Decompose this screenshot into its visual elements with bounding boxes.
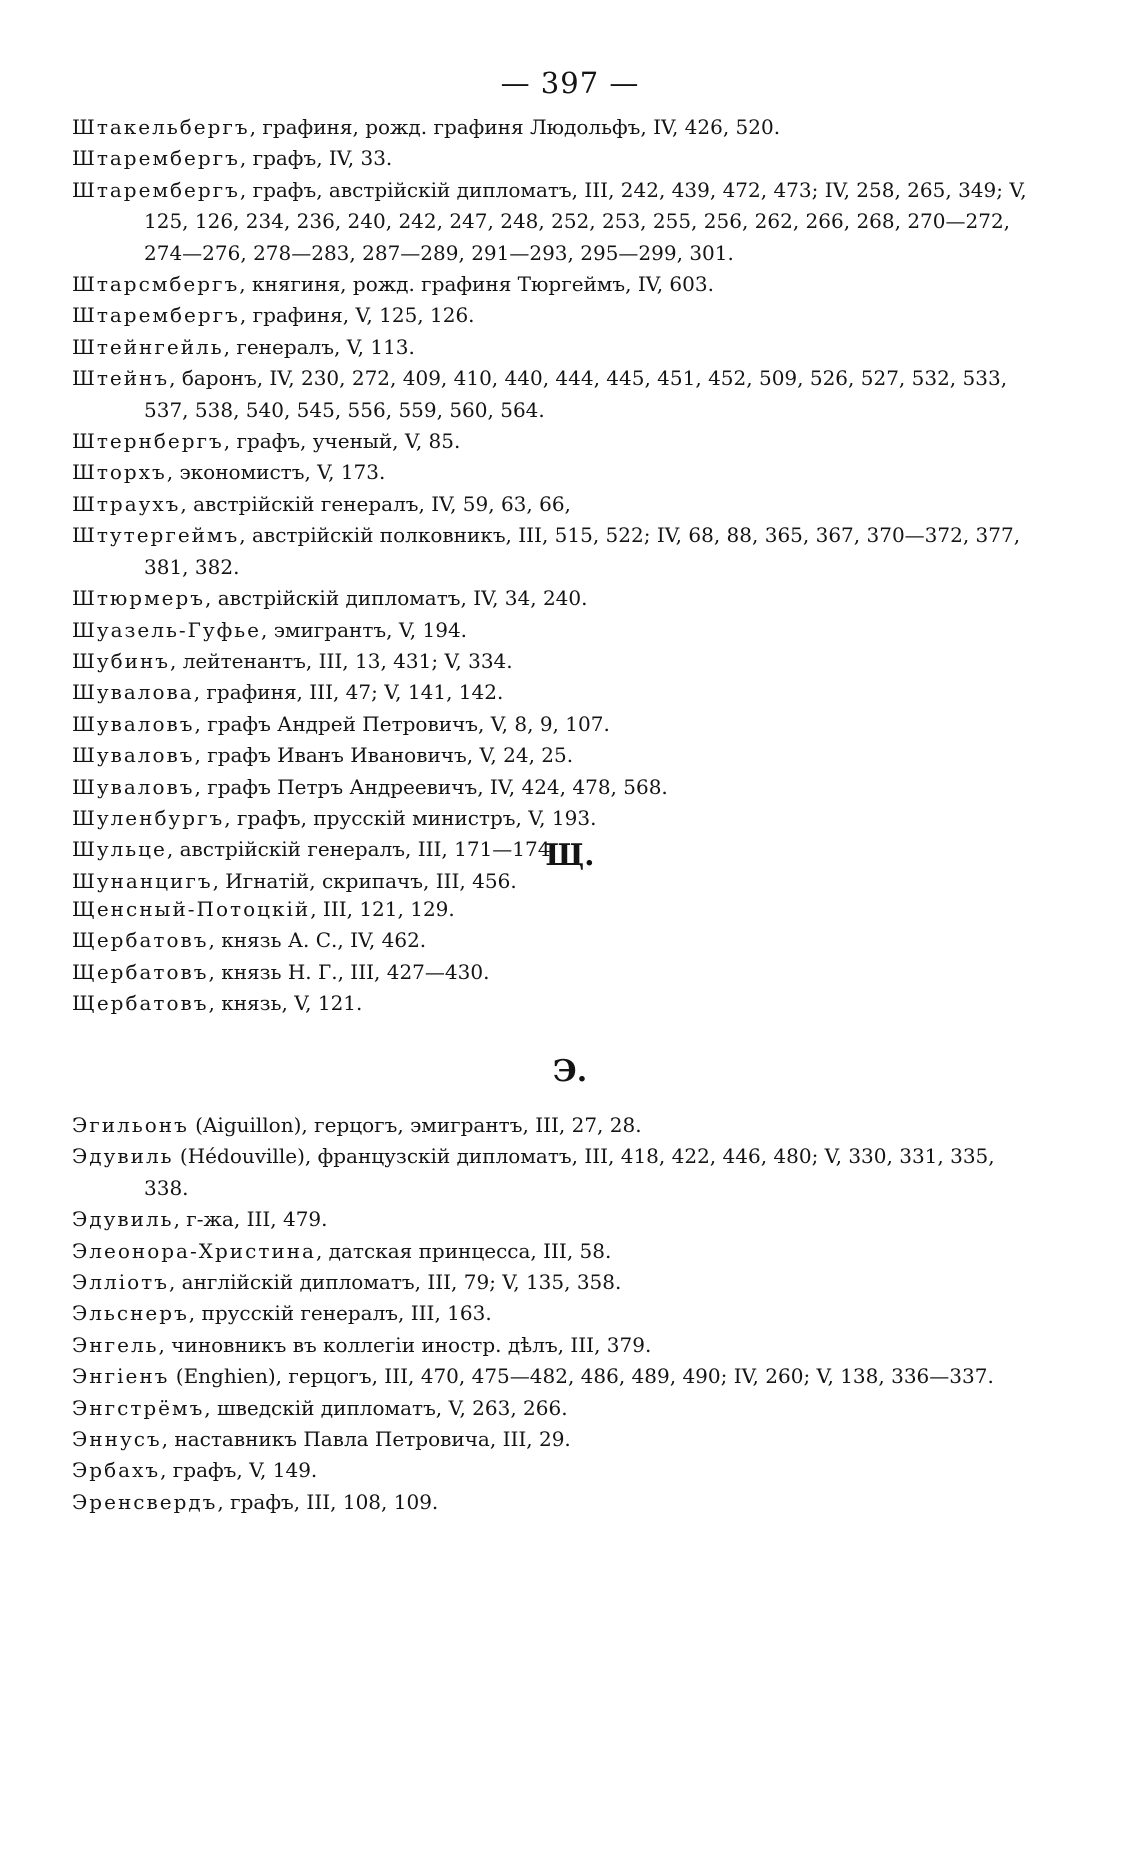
entry-name: Эльснеръ	[72, 1301, 189, 1326]
entry-name: Эренсвердъ	[72, 1489, 218, 1514]
entry-details: , австрійскій генералъ, III, 171—174.	[166, 837, 557, 862]
entry-name: Шторхъ	[72, 460, 167, 485]
index-entry	[72, 175, 1042, 269]
entry-details: , наставникъ Павла Петровича, III, 29.	[161, 1427, 571, 1452]
entry-name: Энгіенъ	[72, 1364, 170, 1389]
entry-details: , графъ, V, 149.	[160, 1458, 318, 1483]
index-entry	[72, 772, 1042, 803]
index-entry	[72, 363, 1042, 426]
entry-name: Штарембергъ	[72, 146, 240, 171]
page-number: — 397 —	[500, 66, 640, 100]
entry-details: , графъ, австрійскій дипломатъ, III, 242, 439, 472, 473; IV, 258, 265, 349; V, 125, 126, 234, 236, 240, 242, 247, 248, 252, 253, 255, 256, 262, 266, 268, 270—272, 274—276, 278—283, 287—289, 291—293, 295—299, 301.	[144, 177, 1027, 265]
index-entry	[72, 1487, 1042, 1518]
entry-details: , княгиня, рожд. графиня Тюргеймъ, IV, 603.	[239, 272, 714, 297]
entry-name: Шувалова	[72, 680, 194, 705]
index-entry	[72, 988, 1042, 1019]
entry-name: Штюрмеръ	[72, 586, 206, 611]
entry-name: Эннусъ	[72, 1427, 162, 1452]
entry-name: Энгель	[72, 1332, 159, 1357]
index-entry	[72, 1110, 1042, 1141]
entry-details: , англійскій дипломатъ, III, 79; V, 135, 358.	[168, 1270, 622, 1295]
entry-details: , генералъ, V, 113.	[223, 334, 415, 359]
section-letter-shch: Щ.	[545, 838, 595, 873]
entry-name: Штейнъ	[72, 366, 170, 391]
entry-name: Щербатовъ	[72, 928, 209, 953]
entry-name: Эллiотъ	[72, 1270, 169, 1295]
entry-details: , III, 121, 129.	[310, 897, 455, 921]
entry-details: , экономистъ, V, 173.	[166, 460, 386, 485]
entry-name: Штарембергъ	[72, 303, 240, 328]
entry-details: , шведскій дипломатъ, V, 263, 266.	[204, 1395, 568, 1420]
entry-details: , г-жа, III, 479.	[173, 1207, 328, 1232]
entry-name: Эдувиль	[72, 1144, 174, 1169]
entry-details: , Игнатій, скрипачъ, III, 456.	[212, 868, 517, 893]
index-entry	[72, 803, 1042, 834]
section-letter-e: Э.	[552, 1054, 588, 1089]
entry-name: Шунанцигъ	[72, 868, 213, 893]
entry-name: Штарембергъ	[72, 177, 240, 202]
index-section-shch	[72, 894, 1042, 1020]
index-entry	[72, 1424, 1042, 1455]
entry-name: Щербатовъ	[72, 959, 209, 984]
index-entry	[72, 332, 1042, 363]
entry-name: Шуваловъ	[72, 774, 195, 799]
entry-name: Эдувиль	[72, 1207, 174, 1232]
entry-name: Штарсмбергъ	[72, 272, 240, 297]
index-entry	[72, 143, 1042, 174]
index-entry	[72, 957, 1042, 988]
entry-name: Шубинъ	[72, 648, 171, 673]
entry-details: (Aiguillon), герцогъ, эмигрантъ, III, 27, 28.	[188, 1113, 642, 1137]
entry-details: , графъ, ученый, V, 85.	[223, 429, 461, 454]
entry-name: Шульце	[72, 837, 167, 862]
entry-details: , лейтенантъ, III, 13, 431; V, 334.	[170, 648, 513, 673]
entry-details: , датская принцесса, III, 58.	[315, 1238, 612, 1263]
entry-details: , австрійскій полковникъ, III, 515, 522; IV, 68, 88, 365, 367, 370—372, 377, 381, 382.	[144, 523, 1021, 579]
index-entry	[72, 1455, 1042, 1486]
index-entry	[72, 583, 1042, 614]
index-entry	[72, 489, 1042, 520]
entry-name: Шуазель-Гуфье	[72, 617, 261, 642]
index-entry	[72, 426, 1042, 457]
entry-name: Эрбахъ	[72, 1458, 161, 1483]
entry-name: Эгильонъ	[72, 1113, 189, 1137]
index-entry	[72, 894, 1042, 925]
entry-name: Щербатовъ	[72, 991, 209, 1016]
entry-details: , баронъ, IV, 230, 272, 409, 410, 440, 444, 445, 451, 452, 509, 526, 527, 532, 533, 537, 538, 540, 545, 556, 559, 560, 564.	[144, 366, 1008, 422]
index-entry	[72, 1298, 1042, 1329]
entry-details: , чиновникъ въ коллегіи иностр. дѣлъ, III, 379.	[158, 1332, 652, 1357]
entry-details: , князь Н. Г., III, 427—430.	[208, 959, 490, 984]
index-entry	[72, 520, 1042, 583]
entry-details: , австрійскій дипломатъ, IV, 34, 240.	[205, 586, 588, 611]
entry-details: , графъ Петръ Андреевичъ, IV, 424, 478, 568.	[194, 774, 668, 799]
index-entry	[72, 1204, 1042, 1235]
index-entry	[72, 1141, 1042, 1204]
index-entry	[72, 1361, 1042, 1392]
entry-name: Энгстрёмъ	[72, 1395, 205, 1420]
index-entry	[72, 1236, 1042, 1267]
entry-name: Штраухъ	[72, 491, 181, 516]
entry-name: Шуваловъ	[72, 711, 195, 736]
entry-details: , графиня, рожд. графиня Людольфъ, IV, 426, 520.	[249, 115, 781, 139]
entry-name: Штейнгейль	[72, 334, 224, 359]
entry-details: , эмигрантъ, V, 194.	[261, 617, 468, 642]
entry-details: (Enghien), герцогъ, III, 470, 475—482, 486, 489, 490; IV, 260; V, 138, 336—337.	[169, 1364, 994, 1389]
index-entry	[72, 300, 1042, 331]
index-entry	[72, 925, 1042, 956]
entry-details: , князь А. С., IV, 462.	[208, 928, 427, 953]
entry-name: Шуленбургъ	[72, 805, 225, 830]
entry-details: , графъ, III, 108, 109.	[217, 1489, 439, 1514]
index-entry	[72, 1330, 1042, 1361]
entry-details: , графъ Иванъ Ивановичъ, V, 24, 25.	[194, 743, 574, 768]
index-entry	[72, 709, 1042, 740]
entry-details: , австрійскій генералъ, IV, 59, 63, 66,	[180, 491, 571, 516]
index-entry	[72, 740, 1042, 771]
entry-name: Щенсный-Потоцкій	[72, 897, 311, 921]
entry-name: Элеонора-Христина	[72, 1238, 316, 1263]
index-section-sh	[72, 112, 1042, 897]
entry-details: , графиня, V, 125, 126.	[239, 303, 475, 328]
entry-name: Штутергеймъ	[72, 523, 240, 548]
index-entry	[72, 112, 1042, 143]
entry-details: , графъ, IV, 33.	[239, 146, 393, 171]
index-section-e	[72, 1110, 1042, 1518]
entry-details: , прусскій генералъ, III, 163.	[188, 1301, 492, 1326]
index-entry	[72, 646, 1042, 677]
index-entry	[72, 269, 1042, 300]
index-entry	[72, 1393, 1042, 1424]
entry-details: , князь, V, 121.	[208, 991, 363, 1016]
index-entry	[72, 457, 1042, 488]
entry-name: Шуваловъ	[72, 743, 195, 768]
entry-name: Штернбергъ	[72, 429, 224, 454]
index-entry	[72, 1267, 1042, 1298]
entry-details: , графъ, прусскій министръ, V, 193.	[224, 805, 597, 830]
entry-details: , графиня, III, 47; V, 141, 142.	[193, 680, 504, 705]
index-entry	[72, 677, 1042, 708]
entry-details: (Hédouville), французскій дипломатъ, III, 418, 422, 446, 480; V, 330, 331, 335, 338.	[144, 1144, 995, 1200]
index-entry	[72, 615, 1042, 646]
entry-details: , графъ Андрей Петровичъ, V, 8, 9, 107.	[194, 711, 610, 736]
entry-name: Штакельбергъ	[72, 115, 250, 139]
